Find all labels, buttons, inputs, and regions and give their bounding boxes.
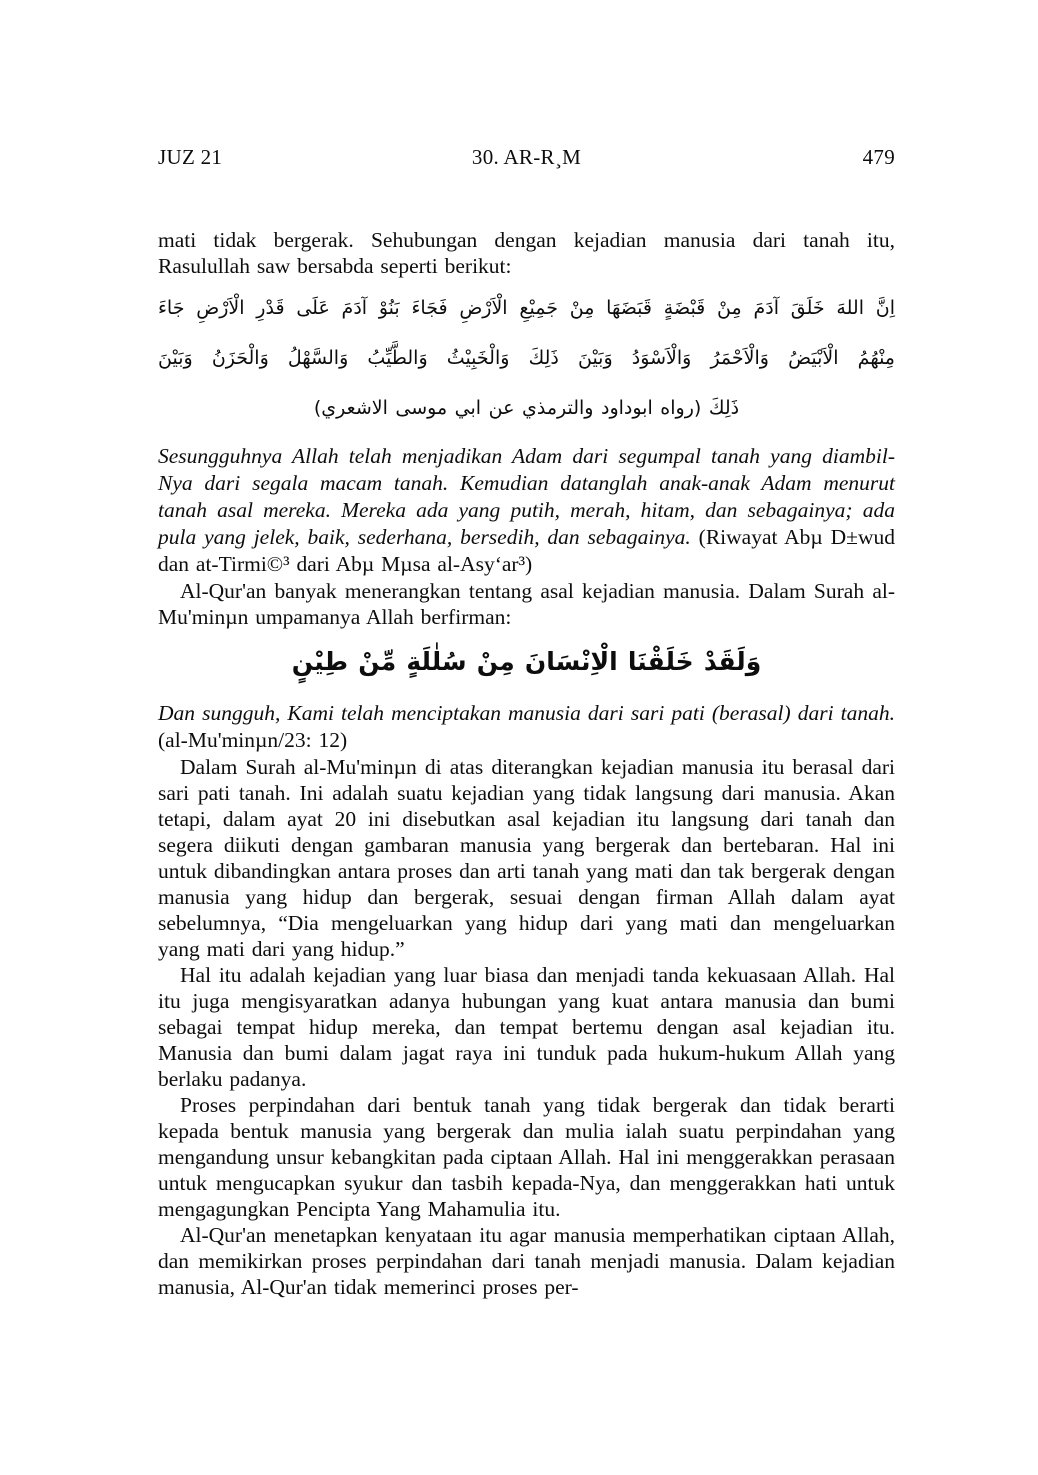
paragraph-commentary-1: Dalam Surah al-Mu'minµn di atas diterangkan kejadian manusia itu berasal dari sari pati tanah. Ini adalah suatu kejadian yang tidak langsung dari manusia. Akan tetapi, dalam ayat 20 ini disebutkan asal kejadian itu langsung dari tanah dan segera diikuti dengan gambaran manusia yang bergerak dan bertebaran. Hal ini untuk dibandingkan antara proses dan arti tanah yang mati dan tak bergerak dengan manusia yang hidup dan bergerak, sesuai dengan firman Allah dalam ayat sebelumnya, “Dia mengeluarkan yang hidup dari yang mati dan mengeluarkan yang mati dari yang hidup.” <box>158 755 895 961</box>
hadith-arabic-block <box>158 283 895 433</box>
hadith-translation <box>158 443 895 578</box>
quran-verse-arabic: وَلَقَدْ خَلَقْنَا الْاِنْسَانَ مِنْ سُلٰلَةٍ مِّنْ طِيْنٍ <box>291 647 762 676</box>
surah-title: 30. AR-R¸M <box>471 145 582 169</box>
hadith-arabic-line-2: مِنْهُمُ الْاَبْيَضُ وَالْاَحْمَرُ وَالْاَسْوَدُ وَبَيْنَ ذَلِكَ وَالْخَبِيْثُ وَالطَّيِّبُ وَالسَّهْلُ وَالْحَزَنُ وَبَيْنَ <box>158 347 895 369</box>
hadith-arabic-line-3: ذَلِكَ (رواه ابوداود والترمذي عن ابي موسى الاشعري) <box>313 397 740 419</box>
verse-translation-text: Dan sungguh, Kami telah menciptakan manusia dari sari pati (berasal) dari tanah. <box>158 701 895 725</box>
page-number: 479 <box>862 145 895 169</box>
page-header <box>158 145 895 171</box>
hadith-source: (Riwayat Abµ D±wud dan at-Tirmi©³ dari Abµ Mµsa al-Asy‘ar³) <box>158 525 896 576</box>
paragraph-commentary-2: Hal itu adalah kejadian yang luar biasa dan menjadi tanda kekuasaan Allah. Hal itu juga mengisyaratkan adanya hubungan yang kuat antara manusia dan bumi sebagai tempat hidup mereka, dan tempat bertemu dengan asal kejadian itu. Manusia dan bumi dalam jagat raya ini tunduk pada hukum-hukum Allah yang berlaku padanya. <box>158 963 895 1091</box>
paragraph-quran-intro: Al-Qur'an banyak menerangkan tentang asal kejadian manusia. Dalam Surah al-Mu'minµn umpamanya Allah berfirman: <box>158 579 895 629</box>
paragraph-intro: mati tidak bergerak. Sehubungan dengan kejadian manusia dari tanah itu, Rasulullah saw bersabda seperti berikut: <box>158 228 895 278</box>
hadith-translation-text: Sesungguhnya Allah telah menjadikan Adam dari segumpal tanah yang diambil-Nya dari segala macam tanah. Kemudian datanglah anak-anak Adam menurut tanah asal mereka. Mereka ada yang putih, merah, hitam, dan sebagainya; ada pula yang jelek, baik, sederhana, bersedih, dan sebagainya. <box>158 444 895 549</box>
juz-label: JUZ 21 <box>158 145 223 169</box>
page-body <box>158 227 895 1300</box>
hadith-arabic-line-1: اِنَّ اللهَ خَلَقَ آدَمَ مِنْ قَبْضَةٍ قَبَضَهَا مِنْ جَمِيْعِ الْاَرْضِ فَجَاءَ بَنُوْ آدَمَ عَلَى قَدْرِ الْاَرْضِ جَاءَ <box>158 297 895 319</box>
verse-translation <box>158 700 895 754</box>
verse-reference: (al-Mu'minµn/23: 12) <box>158 728 348 752</box>
paragraph-commentary-4: Al-Qur'an menetapkan kenyataan itu agar manusia memperhatikan ciptaan Allah, dan memikirkan proses perpindahan dari tanah menjadi manusia. Dalam kejadian manusia, Al-Qur'an tidak memerinci proses per- <box>158 1223 895 1299</box>
paragraph-commentary-3: Proses perpindahan dari bentuk tanah yang tidak bergerak dan tidak berarti kepada bentuk manusia yang bergerak dan mulia ialah suatu perpindahan yang mengandung unsur kebangkitan pada ciptaan Allah. Hal ini menggerakkan perasaan untuk mengucapkan syukur dan tasbih kepada-Nya, dan menggerakkan hati untuk mengagungkan Pencipta Yang Mahamulia itu. <box>158 1093 895 1221</box>
